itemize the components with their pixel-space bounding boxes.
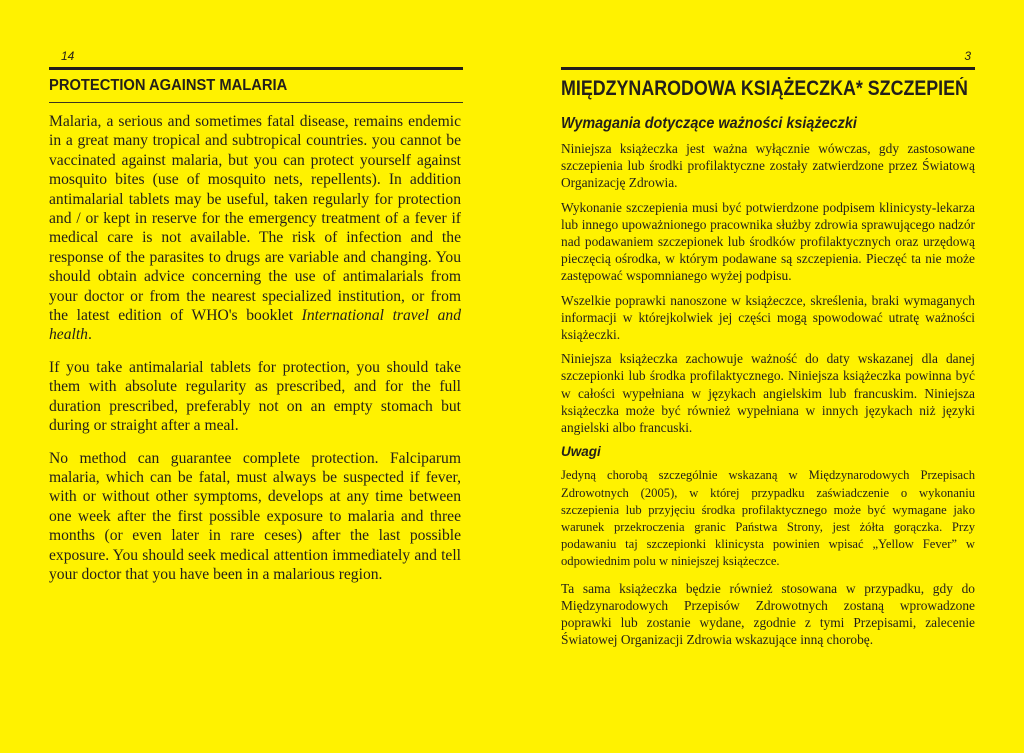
page-number: 14: [61, 49, 75, 63]
section-title: MIĘDZYNARODOWA KSIĄŻECZKA* SZCZEPIEŃ: [561, 77, 968, 100]
paragraph: No method can guarantee complete protection. Falciparum malaria, which can be fatal, must always be suspected if fever, with or without other symptoms, develops at any time between one week after the first possible exposure to malaria and three months (or even later in rare ceses) after the last possible exposure. You should seek medical attention immediately and tell your doctor that you have been in a malarious region.: [49, 449, 461, 583]
top-rule: [561, 67, 975, 70]
paragraph: Wszelkie poprawki nanoszone w książeczce, skreślenia, braki wymaganych informacji w którejkolwiek jej części mogą spowodować utratę ważności książeczki.: [561, 292, 975, 343]
paragraph-tail: .: [87, 326, 92, 344]
notes-heading: Uwagi: [561, 444, 601, 460]
paragraph: Wykonanie szczepienia musi być potwierdzone podpisem klinicysty-lekarza lub innego upoważnionego pracownika służby zdrowia sprawującego nadzór nad podawaniem szczepionek lub środków profilaktycznych oraz urzędową pieczęcią ośrodka, w którym podawane są szczepienia. Pieczęć ta nie może zastępować wspomnianego wyżej podpisu.: [561, 199, 975, 284]
body-text: [561, 140, 975, 655]
booklet-title: International travel and health: [49, 307, 461, 344]
paragraph: If you take antimalarial tablets for protection, you should take them with absolute regularity as prescribed, and for the full duration prescribed, preferably not on an empty stomach but during or straight after a meal.: [49, 358, 461, 435]
paragraph: [49, 112, 461, 345]
paragraph: Niniejsza książeczka zachowuje ważność do daty wskazanej dla danej szczepionki lub środka profilaktycznego. Niniejsza książeczka powinna być w całości wypełniana w językach angielskim lub francuskim. Niniejsza książeczka może być również wypełniana w innych językach niż języki angielski albo francuski.: [561, 351, 975, 436]
title-underline: [49, 102, 463, 103]
section-subtitle: Wymagania dotyczące ważności książeczki: [561, 115, 857, 132]
body-text: [49, 112, 461, 597]
paragraph-text: Malaria, a serious and sometimes fatal disease, remains endemic in a great many tropical and subtropical countries. you cannot be vaccinated against malaria, but you can protect yourself against mosquito bites (use of mosquito nets, repellents). In addition antimalarial tablets may be useful, taken regularly for protection and / or kept in reserve for the emergency treatment of a fever if medical care is not available. The risk of infection and the response of the parasites to drugs are variable and changing. You should obtain advice concerning the use of antimalarials from your doctor or from the nearest specialized institution, or from the latest edition of WHO's booklet: [49, 113, 461, 325]
top-rule: [49, 67, 463, 70]
paragraph: Niniejsza książeczka jest ważna wyłącznie wówczas, gdy zastosowane szczepienia lub środki profilaktyczne zostały zatwierdzone przez Światową Organizację Zdrowia.: [561, 141, 975, 191]
page-number: 3: [964, 49, 971, 63]
note-paragraph: Jedyną chorobą szczególnie wskazaną w Międzynarodowych Przepisach Zdrowotnych (2005), w której przypadku zaświadczenie o wykonaniu szczepienia lub przyjęciu środka profilaktycznego może być wymagane jako warunek przekroczenia granic Państwa Strony, jest żółta gorączka. Przy podawaniu taj szczepionki klinicysta powinien wpisać „Yellow Fever” w odpowiednim polu w niniejszej książeczce.: [561, 468, 975, 569]
section-title: PROTECTION AGAINST MALARIA: [49, 77, 288, 94]
note-paragraph: Ta sama książeczka będzie również stosowana w przypadku, gdy do Międzynarodowych Przepisów Zdrowotnych zostaną wprowadzone poprawki lub zostanie wydane, zgodnie z tymi Przepisami, zalecenie Światowej Organizacji Zdrowia wskazujące inną chorobę.: [561, 580, 975, 648]
